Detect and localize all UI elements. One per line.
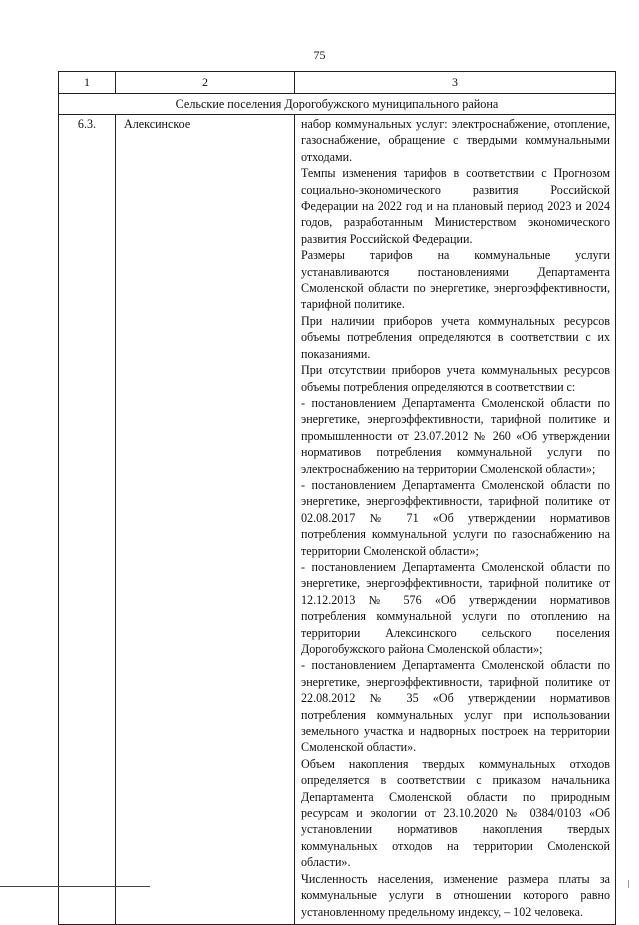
paragraph: - постановлением Департамента Смоленской области по энергетике, энергоэффективности, тарифной политике от 02.08.2017 № 71 «Об утверждении нормативов потребления коммунальной услуги по газоснабжению на территории Смоленской области»; (301, 477, 610, 558)
paragraph: - постановлением Департамента Смоленской области по энергетике, энергоэффективности, тарифной политике от 22.08.2012 № 35 «Об утверждении нормативов потребления коммунальных услуг при использовании земельного участка и надворных построек на территории Смоленской области». (301, 658, 610, 755)
header-col-2: 2 (116, 72, 295, 94)
row-description (295, 115, 616, 925)
paragraph: Темпы изменения тарифов в соответствии с Прогнозом социально-экономического развития Российской Федерации на 2022 год и на плановый период 2023 и 2024 годов, разработанным Министерством экономического развития Российской Федерации. (301, 166, 610, 246)
table-header-row (59, 72, 616, 94)
tariff-table (58, 71, 616, 925)
row-number: 6.3. (59, 115, 116, 925)
section-row (59, 94, 616, 115)
paragraph: При наличии приборов учета коммунальных ресурсов объемы потребления определяются в соответствии с их показаниями. (301, 313, 610, 361)
paragraph: - постановлением Департамента Смоленской области по энергетике, энергоэффективности, тарифной политике от 12.12.2013 № 576 «Об утверждении нормативов потребления коммунальной услуги по отоплению на территории Алексинского сельского поселения Дорогобужского района Смоленской области»; (301, 559, 610, 656)
margin-mark (628, 880, 629, 888)
settlement-name: Алексинское (116, 115, 295, 925)
paragraph: При отсутствии приборов учета коммунальных ресурсов объемы потребления определяются в соответствии с: (301, 363, 610, 394)
footnote-divider (0, 886, 150, 887)
paragraph: - постановлением Департамента Смоленской области по энергетике, энергоэффективности, тарифной политике и промышленности от 23.07.2012 № 260 «Об утверждении нормативов потребления коммунальной услуги по электроснабжению на территории Смоленской области»; (301, 395, 610, 476)
paragraph: Размеры тарифов на коммунальные услуги устанавливаются постановлениями Департамента Смоленской области по энергетике, энергоэффективности, тарифной политике. (301, 248, 610, 312)
table-row (59, 115, 616, 925)
paragraph: Численность населения, изменение размера платы за коммунальные услуги в отношении которого равно установленному предельному индексу, – 102 человека. (301, 871, 610, 919)
section-title: Сельские поселения Дорогобужского муниципального района (59, 94, 616, 115)
paragraph: набор коммунальных услуг: электроснабжение, отопление, газоснабжение, обращение с твердыми коммунальными отходами. (301, 117, 610, 164)
page-number: 75 (313, 48, 326, 62)
header-col-1: 1 (59, 72, 116, 94)
paragraph: Объем накопления твердых коммунальных отходов определяется в соответствии с приказом начальника Департамента Смоленской области по природным ресурсам и экологии от 23.10.2020 № 0384/0103 «Об установлении нормативов накопления твердых коммунальных отходов на территории Смоленской области». (301, 756, 610, 870)
header-col-3: 3 (295, 72, 616, 94)
